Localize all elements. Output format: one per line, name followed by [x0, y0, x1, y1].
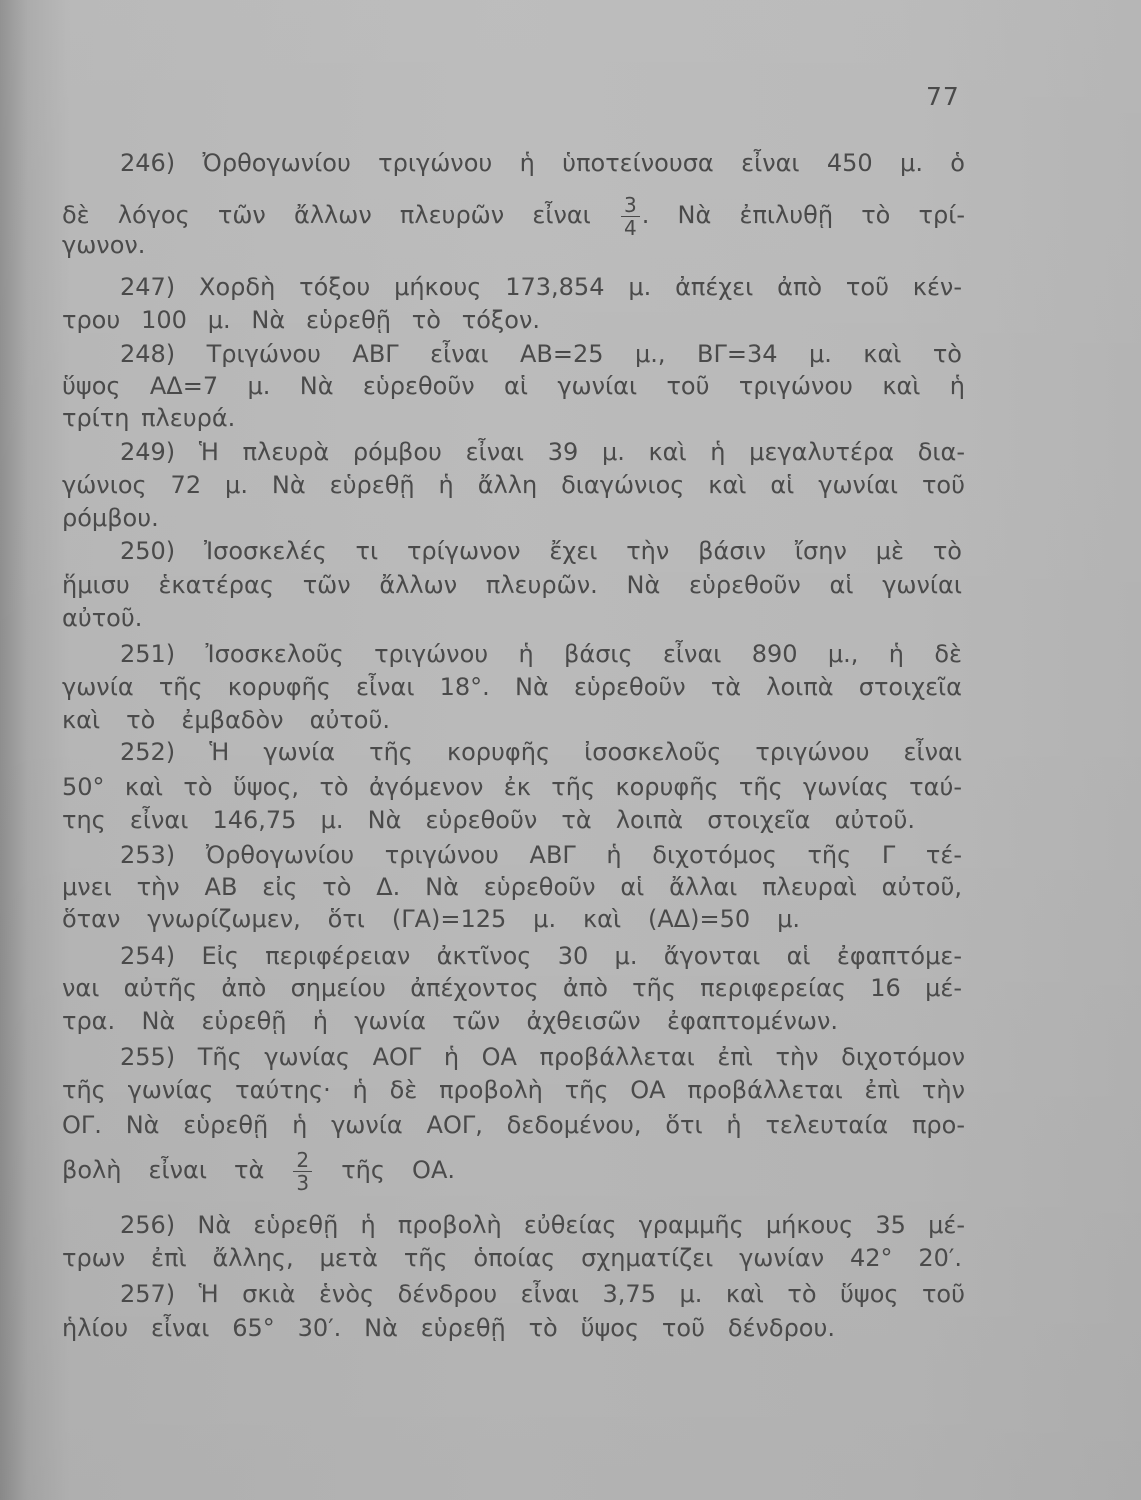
text-line: [120, 147, 965, 179]
fraction-denominator: 3: [296, 1170, 310, 1195]
line-text: . Νὰ ἐπιλυθῇ τὸ τρί-: [641, 201, 965, 229]
line-text: Ἰσοσκελές τι τρίγωνον ἔχει τὴν βάσιν ἴσην μὲ τὸ: [204, 537, 962, 565]
line-text: Νὰ εὑρεθῇ ἡ προβολὴ εὐθείας γραμμῆς μήκους 35 μέ-: [197, 1211, 965, 1239]
text-line: ΟΓ. Νὰ εὑρεθῇ ἡ γωνία ΑΟΓ, δεδομένου, ὅτι ἡ τελευταία προ-: [62, 1111, 965, 1139]
text-line: γωνία τῆς κορυφῆς εἶναι 18°. Νὰ εὑρεθοῦν τὰ λοιπὰ στοιχεῖα: [62, 673, 962, 701]
text-line: [120, 436, 965, 468]
problem-number: 257): [120, 1280, 176, 1308]
text-line: [120, 940, 962, 972]
line-text: δὲ λόγος τῶν ἄλλων πλευρῶν εἶναι: [62, 201, 591, 229]
problem-number: 247): [120, 273, 176, 301]
line-text: Ὀρθογωνίου τριγώνου ἡ ὑποτείνουσα εἶναι 450 μ. ὁ: [202, 149, 965, 177]
text-line: [120, 535, 962, 567]
fraction: [621, 194, 640, 239]
text-line: τρων ἐπὶ ἄλλης, μετὰ τῆς ὁποίας σχηματίζει γωνίαν 42° 20′.: [62, 1244, 962, 1272]
text-line: μνει τὴν ΑΒ εἰς τὸ Δ. Νὰ εὑρεθοῦν αἱ ἄλλαι πλευραὶ αὐτοῦ,: [62, 873, 962, 901]
text-line: [120, 1041, 965, 1073]
text-line: γωνον.: [62, 231, 146, 259]
line-text: Τῆς γωνίας ΑΟΓ ἡ ΟΑ προβάλλεται ἐπὶ τὴν διχοτόμον: [197, 1043, 965, 1071]
problem-number: 250): [120, 537, 176, 565]
problem-number: 246): [120, 149, 176, 177]
page-number: 77: [926, 82, 960, 111]
problem-number: 249): [120, 438, 176, 466]
fraction: [293, 1149, 312, 1194]
text-line: τῆς γωνίας ταύτης· ἡ δὲ προβολὴ τῆς ΟΑ προβάλλεται ἐπὶ τὴν: [62, 1076, 965, 1104]
problem-number: 254): [120, 942, 176, 970]
text-line: [120, 736, 962, 768]
line-text: Ἡ πλευρὰ ρόμβου εἶναι 39 μ. καὶ ἡ μεγαλυτέρα δια-: [198, 438, 965, 466]
text-line: ἥμισυ ἑκατέρας τῶν ἄλλων πλευρῶν. Νὰ εὑρεθοῦν αἱ γωνίαι: [62, 571, 962, 599]
problem-number: 256): [120, 1211, 176, 1239]
line-text: Τριγώνου ΑΒΓ εἶναι ΑΒ=25 μ., ΒΓ=34 μ. καὶ τὸ: [206, 340, 962, 368]
line-text: Ὀρθογωνίου τριγώνου ΑΒΓ ἡ διχοτόμος τῆς Γ τέ-: [205, 841, 962, 869]
text-line: ἡλίου εἶναι 65° 30′. Νὰ εὑρεθῇ τὸ ὕψος τοῦ δένδρου.: [62, 1314, 835, 1342]
text-line: τρα. Νὰ εὑρεθῇ ἡ γωνία τῶν ἀχθεισῶν ἐφαπτομένων.: [62, 1007, 838, 1035]
text-line: γώνιος 72 μ. Νὰ εὑρεθῇ ἡ ἄλλη διαγώνιος καὶ αἱ γωνίαι τοῦ: [62, 471, 965, 499]
text-line: [120, 839, 962, 871]
text-line: αὐτοῦ.: [62, 604, 143, 632]
text-line: τρίτη πλευρά.: [62, 404, 236, 432]
text-line: τρου 100 μ. Νὰ εὑρεθῇ τὸ τόξον.: [62, 306, 540, 334]
fraction-denominator: 4: [624, 215, 637, 240]
problem-number: 253): [120, 841, 176, 869]
text-line: ὕψος ΑΔ=7 μ. Νὰ εὑρεθοῦν αἱ γωνίαι τοῦ τριγώνου καὶ ἡ: [62, 372, 965, 400]
text-line: της εἶναι 146,75 μ. Νὰ εὑρεθοῦν τὰ λοιπὰ στοιχεῖα αὐτοῦ.: [62, 806, 915, 834]
text-line: ρόμβου.: [62, 504, 159, 532]
line-text: τῆς ΟΑ.: [341, 1156, 455, 1184]
text-line: [120, 1209, 965, 1241]
text-line: ναι αὐτῆς ἀπὸ σημείου ἀπέχοντος ἀπὸ τῆς περιφερείας 16 μέ-: [62, 974, 962, 1002]
text-line: [62, 1146, 455, 1194]
problem-number: 251): [120, 640, 176, 668]
problem-number: 248): [120, 340, 176, 368]
text-line: [120, 1278, 965, 1310]
line-text: Χορδὴ τόξου μήκους 173,854 μ. ἀπέχει ἀπὸ τοῦ κέν-: [199, 273, 962, 301]
text-line: ὅταν γνωρίζωμεν, ὅτι (ΓΑ)=125 μ. καὶ (ΑΔ)=50 μ.: [62, 905, 800, 933]
fraction-numerator: 3: [621, 194, 640, 217]
line-text: Εἰς περιφέρειαν ἀκτῖνος 30 μ. ἄγονται αἱ ἐφαπτόμε-: [201, 942, 962, 970]
text-line: 50° καὶ τὸ ὕψος, τὸ ἀγόμενον ἐκ τῆς κορυφῆς τῆς γωνίας ταύ-: [62, 773, 962, 801]
line-text: βολὴ εἶναι τὰ: [62, 1156, 265, 1184]
line-text: Ἡ σκιὰ ἑνὸς δένδρου εἶναι 3,75 μ. καὶ τὸ ὕψος τοῦ: [198, 1280, 965, 1308]
fraction-numerator: 2: [293, 1149, 312, 1172]
text-line: καὶ τὸ ἐμβαδὸν αὐτοῦ.: [62, 706, 390, 734]
problem-number: 252): [120, 738, 176, 766]
text-line: [120, 638, 962, 670]
text-line: [120, 338, 962, 370]
line-text: Ἡ γωνία τῆς κορυφῆς ἰσοσκελοῦς τριγώνου εἶναι: [209, 738, 962, 766]
problem-number: 255): [120, 1043, 176, 1071]
text-line: [120, 271, 962, 303]
line-text: Ἰσοσκελοῦς τριγώνου ἡ βάσις εἶναι 890 μ., ἡ δὲ: [205, 640, 962, 668]
text-line: [62, 191, 965, 239]
